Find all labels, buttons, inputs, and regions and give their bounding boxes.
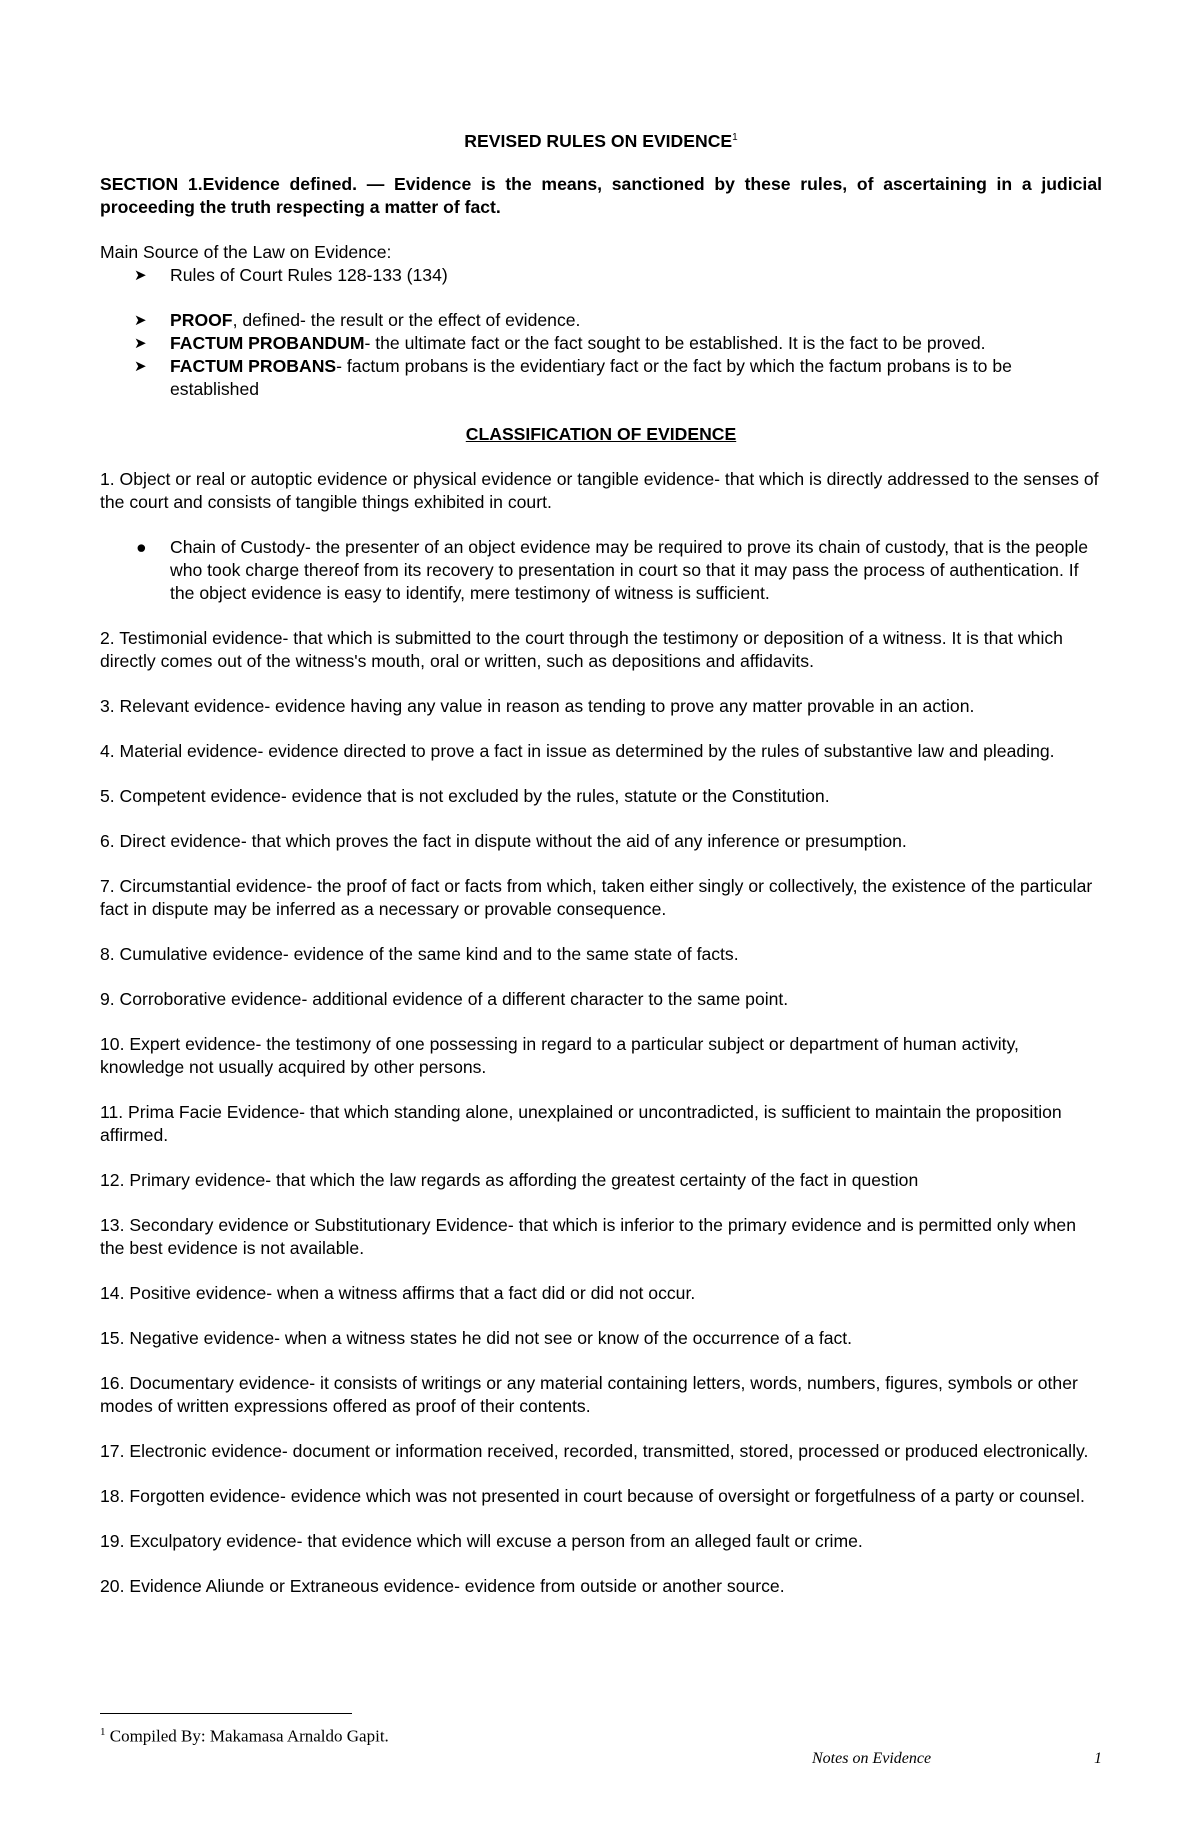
definition-text: , defined- the result or the effect of evidence. [232, 309, 581, 330]
document-title [100, 126, 1102, 153]
main-source-list [100, 264, 1102, 287]
classification-item: 2. Testimonial evidence- that which is submitted to the court through the testimony or deposition of a witness. It is that which directly comes out of the witness's mouth, oral or written, such as depositions and affidavits. [100, 627, 1063, 671]
classification-item: 1. Object or real or autoptic evidence or physical evidence or tangible evidence- that which is directly addressed to the senses of the court and consists of tangible things exhibited in court. [100, 468, 1099, 512]
section-1-definition: SECTION 1.Evidence defined. — Evidence is the means, sanctioned by these rules, of ascertaining in a judicial proceeding the truth respecting a matter of fact. [100, 173, 1102, 217]
arrow-bullet-icon: ➤ [134, 357, 147, 375]
definitions-list [100, 309, 1102, 401]
classification-item: 20. Evidence Aliunde or Extraneous evidence- evidence from outside or another source. [100, 1575, 785, 1596]
footnote-mark: 1 [100, 1726, 106, 1738]
page-content [100, 126, 1102, 1620]
footnote-text: Compiled By: Makamasa Arnaldo Gapit. [109, 1726, 389, 1746]
chain-of-custody-note [100, 536, 1102, 605]
classification-item: 10. Expert evidence- the testimony of one possessing in regard to a particular subject or department of human activity, knowledge not usually acquired by other persons. [100, 1033, 1019, 1077]
definition-term: FACTUM PROBANDUM [170, 332, 365, 353]
main-source-label: Main Source of the Law on Evidence: [100, 241, 392, 262]
classification-item: 3. Relevant evidence- evidence having any value in reason as tending to prove any matter provable in an action. [100, 695, 975, 716]
chain-of-custody-text: Chain of Custody- the presenter of an object evidence may be required to prove its chain of custody, that is the people who took charge thereof from its recovery to presentation in court so that it may pass the process of authentication. If the object evidence is easy to identify, mere testimony of witness is sufficient. [170, 536, 1089, 603]
main-source-item [100, 264, 1102, 287]
definition-item [100, 332, 1102, 355]
classification-item: 12. Primary evidence- that which the law regards as affording the greatest certainty of the fact in question [100, 1169, 919, 1190]
bullet-dot-icon: ● [136, 536, 147, 557]
title-text: REVISED RULES ON EVIDENCE [464, 130, 733, 151]
definition-term: FACTUM PROBANS [170, 355, 337, 376]
definition-text: - the ultimate fact or the fact sought to be established. It is the fact to be proved. [364, 332, 986, 353]
definition-text: - factum probans is the evidentiary fact or the fact by which the factum probans is to be established [170, 355, 1012, 399]
classification-item: 4. Material evidence- evidence directed to prove a fact in issue as determined by the rules of substantive law and pleading. [100, 740, 1055, 761]
classification-item: 16. Documentary evidence- it consists of writings or any material containing letters, words, numbers, figures, symbols or other modes of written expressions offered as proof of their contents. [100, 1372, 1078, 1416]
classification-item: 8. Cumulative evidence- evidence of the same kind and to the same state of facts. [100, 943, 739, 964]
main-source-item-text: Rules of Court Rules 128-133 (134) [170, 264, 448, 285]
definition-item [100, 309, 1102, 332]
classification-heading: CLASSIFICATION OF EVIDENCE [465, 423, 737, 444]
classification-item: 11. Prima Facie Evidence- that which standing alone, unexplained or uncontradicted, is sufficient to maintain the proposition affirmed. [100, 1101, 1062, 1145]
classification-item: 18. Forgotten evidence- evidence which was not presented in court because of oversight or forgetfulness of a party or counsel. [100, 1485, 1085, 1506]
arrow-bullet-icon: ➤ [134, 334, 147, 352]
arrow-bullet-icon: ➤ [134, 311, 147, 329]
footnote [100, 1721, 389, 1748]
classification-item: 5. Competent evidence- evidence that is not excluded by the rules, statute or the Constitution. [100, 785, 830, 806]
footnote-separator [100, 1713, 352, 1714]
definition-item [100, 355, 1102, 401]
classification-item: 9. Corroborative evidence- additional evidence of a different character to the same point. [100, 988, 789, 1009]
footer-title: Notes on Evidence [812, 1750, 932, 1767]
classification-item: 6. Direct evidence- that which proves the fact in dispute without the aid of any inference or presumption. [100, 830, 907, 851]
definition-term: PROOF [170, 309, 233, 330]
classification-item: 13. Secondary evidence or Substitutionary Evidence- that which is inferior to the primary evidence and is permitted only when the best evidence is not available. [100, 1214, 1076, 1258]
title-footnote-mark: 1 [732, 132, 738, 143]
classification-item: 15. Negative evidence- when a witness states he did not see or know of the occurrence of a fact. [100, 1327, 853, 1348]
classification-item: 17. Electronic evidence- document or information received, recorded, transmitted, stored, processed or produced electronically. [100, 1440, 1089, 1461]
arrow-bullet-icon: ➤ [134, 266, 147, 284]
page-number: 1 [1094, 1750, 1102, 1767]
classification-item: 19. Exculpatory evidence- that evidence which will excuse a person from an alleged fault or crime. [100, 1530, 863, 1551]
classification-item: 14. Positive evidence- when a witness affirms that a fact did or did not occur. [100, 1282, 696, 1303]
classification-item: 7. Circumstantial evidence- the proof of fact or facts from which, taken either singly or collectively, the existence of the particular fact in dispute may be inferred as a necessary or provable consequence. [100, 875, 1093, 919]
